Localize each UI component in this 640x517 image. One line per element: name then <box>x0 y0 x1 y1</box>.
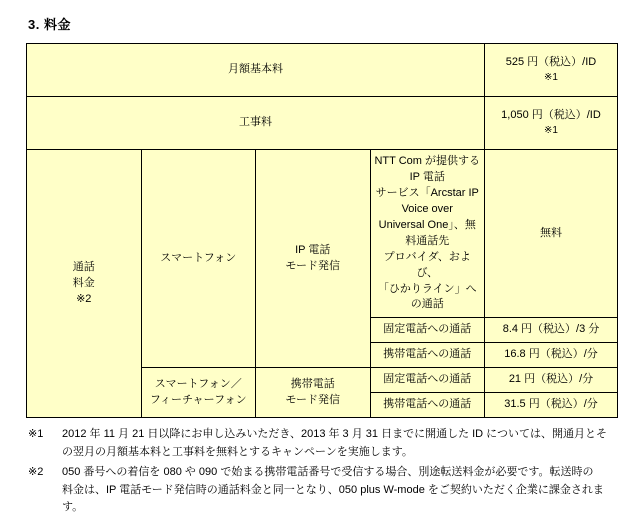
footnote-1-line-1: 2012 年 11 月 21 日以降にお申し込みいただき、2013 年 3 月 31 日までに開通した ID については、開通月とそ <box>62 428 607 441</box>
cell-destination-mobile-mobile: 携帯電話への通話 <box>370 393 485 418</box>
call-fee-label-line1: 通話 <box>72 260 95 273</box>
call-fee-label-line2: 料金 <box>72 276 95 289</box>
mode-ip-line2: モード発信 <box>285 259 341 272</box>
cell-construction-fee-label: 工事料 <box>27 97 485 150</box>
cell-mode-mobile <box>256 368 371 418</box>
footnote-1-body <box>62 426 616 462</box>
basic-fee-footnote-mark: ※1 <box>544 71 558 83</box>
cell-destination-mobile-ip: 携帯電話への通話 <box>370 343 485 368</box>
cell-fee-free: 無料 <box>485 150 618 318</box>
cell-fee-mobile-mobile: 31.5 円（税込）/分 <box>485 393 618 418</box>
cell-call-fee-category <box>27 150 142 418</box>
mode-mobile-line2: モード発信 <box>285 393 341 406</box>
call-fee-footnote-mark: ※2 <box>76 292 92 305</box>
footnote-1-line-2: の翌月の月額基本料と工事料を無料とするキャンペーンを実施します。 <box>62 445 413 458</box>
table-row-construction-fee <box>27 97 618 150</box>
footnote-1-mark: ※1 <box>28 428 44 441</box>
footnote-2-mark: ※2 <box>28 465 44 478</box>
footnote-2-line-3: す。 <box>62 501 84 514</box>
dest-ntt-line3: Universal One」、無料通話先 <box>378 218 476 247</box>
cell-destination-fixed-mobile: 固定電話への通話 <box>370 368 485 393</box>
device-line1: スマートフォン／ <box>154 377 242 390</box>
footnote-2-line-2: 料金は、IP 電話モード発信時の通話料金と同一となり、050 plus W-mode をご契約いただく企業に課金されま <box>62 483 604 496</box>
pricing-table <box>26 43 618 418</box>
footnote-2 <box>28 464 616 517</box>
dest-ntt-line2: サービス「Arcstar IP Voice over <box>375 186 479 215</box>
dest-ntt-line1: NTT Com が提供する IP 電話 <box>374 155 481 183</box>
cell-device-smartphone-feature <box>141 368 256 418</box>
cell-device-smartphone: スマートフォン <box>141 150 256 368</box>
mode-mobile-line1: 携帯電話 <box>290 377 335 390</box>
cell-basic-fee-value <box>485 44 618 97</box>
footnotes <box>28 426 616 517</box>
dest-ntt-line4: プロバイダ、および、 <box>383 250 471 279</box>
cell-fee-mobile-ip: 16.8 円（税込）/分 <box>485 343 618 368</box>
construction-fee-amount: 1,050 円（税込）/ID <box>501 108 601 121</box>
footnote-2-line-1: 050 番号への着信を 080 や 090 で始まる携帯電話番号で受信する場合、別途転送料金が必要です。転送時の <box>62 465 594 478</box>
cell-mode-ip <box>256 150 371 368</box>
footnote-1 <box>28 426 616 462</box>
mode-ip-line1: IP 電話 <box>295 243 331 256</box>
page-title: 3. 料金 <box>28 17 71 32</box>
dest-ntt-line5: 「ひかりライン」への通話 <box>377 282 477 311</box>
cell-destination-fixed-ip: 固定電話への通話 <box>370 318 485 343</box>
basic-fee-amount: 525 円（税込）/ID <box>505 55 597 68</box>
cell-basic-fee-label: 月額基本料 <box>27 44 485 97</box>
construction-fee-footnote-mark: ※1 <box>544 124 558 136</box>
table-row-basic-fee <box>27 44 618 97</box>
cell-construction-fee-value <box>485 97 618 150</box>
device-line2: フィーチャーフォン <box>149 393 247 406</box>
cell-fee-fixed-ip: 8.4 円（税込）/3 分 <box>485 318 618 343</box>
cell-fee-fixed-mobile: 21 円（税込）/分 <box>485 368 618 393</box>
table-row-call-ip-free <box>27 150 618 318</box>
cell-destination-ntt <box>370 150 485 318</box>
footnote-2-body <box>62 464 616 517</box>
